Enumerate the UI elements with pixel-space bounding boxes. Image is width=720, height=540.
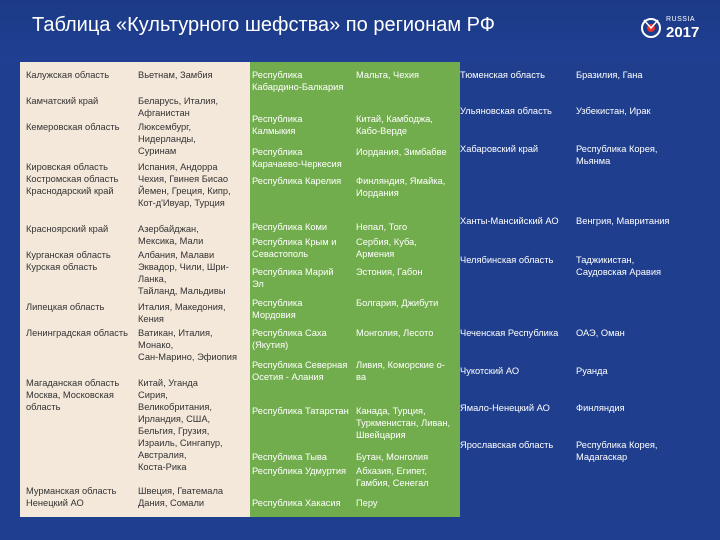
country-list: Финляндия (576, 403, 625, 413)
region-name: Ханты-Мансийский АО (460, 216, 559, 226)
region-name: Хабаровский край (460, 144, 539, 154)
region-name: Костромская область (26, 174, 119, 184)
country-list: Канада, Турция, Туркменистан, Ливан, Швейцария (356, 406, 451, 440)
russia-2017-logo (640, 14, 712, 44)
country-list: Эстония, Габон (356, 267, 423, 277)
country-list: Сирия, Великобритания, Ирландия, США, Бельгия, Грузия, Израиль, Сингапур, Австралия, Коста-Рика (138, 390, 223, 472)
country-list: Узбекистан, Ирак (576, 106, 651, 116)
country-list: Ватикан, Италия, Монако, Сан-Марино, Эфиопия (138, 328, 238, 362)
country-list: Италия, Македония, Кения (138, 302, 226, 324)
country-list: Албания, Малави (138, 250, 215, 260)
country-list: Болгария, Джибути (356, 298, 439, 308)
region-name: Ярославская область (460, 440, 554, 450)
region-name: Ненецкий АО (26, 498, 84, 508)
country-list: Республика Корея, Мадагаскар (576, 440, 658, 462)
logo-year-text: 2017 (666, 24, 700, 41)
country-list: Дания, Сомали (138, 498, 205, 508)
region-name: Чукотский АО (460, 366, 520, 376)
region-name: Курганская область (26, 250, 111, 260)
region-table (20, 62, 720, 517)
region-name: Краснодарский край (26, 186, 114, 196)
region-name: Калужская область (26, 70, 110, 80)
region-name: Республика Мордовия (252, 298, 303, 320)
country-list: Мальта, Чехия (356, 70, 420, 80)
table-column-2 (250, 62, 460, 517)
country-list: Таджикистан, Саудовская Аравия (576, 255, 662, 277)
table-column-1 (20, 62, 250, 517)
slide-title: Таблица «Культурного шефства» по регионам РФ (32, 14, 495, 36)
region-name: Республика Марий Эл (252, 267, 334, 289)
region-name: Чеченская Республика (460, 328, 559, 338)
region-name: Кировская область (26, 162, 108, 172)
country-list: Абхазия, Египет, Гамбия, Сенегал (356, 466, 429, 488)
country-list: Вьетнам, Замбия (138, 70, 213, 80)
region-name: Республика Коми (252, 222, 328, 232)
table-column-3 (460, 62, 720, 517)
region-name: Тюменская область (460, 70, 545, 80)
country-list: Китай, Камбоджа, Кабо-Верде (356, 114, 433, 136)
country-list: Республика Корея, Мьянма (576, 144, 658, 166)
region-name: Республика Кабардино-Балкария (252, 70, 344, 92)
logo-country-text: RUSSIA (666, 16, 696, 23)
country-list: Иордания, Зимбабве (356, 147, 447, 157)
logo-emblem-icon (640, 16, 662, 40)
country-list: Йемен, Греция, Кипр, Кот-д'Ивуар, Турция (138, 186, 231, 208)
region-name: Москва, Московская область (26, 390, 114, 412)
country-list: Швеция, Гватемала (138, 486, 224, 496)
country-list: Люксембург, Нидерланды, Суринам (138, 122, 196, 156)
country-list: Перу (356, 498, 378, 508)
region-name: Магаданская область (26, 378, 120, 388)
region-name: Красноярский край (26, 224, 109, 234)
slide-header (0, 0, 720, 62)
country-list: Азербайджан, Мексика, Мали (138, 224, 204, 246)
country-list: Сербия, Куба, Армения (356, 237, 417, 259)
region-name: Республика Саха (Якутия) (252, 328, 327, 350)
region-name: Челябинская область (460, 255, 554, 265)
country-list: Беларусь, Италия, Афганистан (138, 96, 219, 118)
country-list: Ливия, Коморские о- ва (356, 360, 445, 382)
region-name: Республика Северная Осетия - Алания (252, 360, 348, 382)
region-name: Республика Хакасия (252, 498, 341, 508)
region-name: Республика Татарстан (252, 406, 349, 416)
country-list: Чехия, Гвинея Бисао (138, 174, 229, 184)
country-list: Руанда (576, 366, 608, 376)
region-name: Мурманская область (26, 486, 117, 496)
region-name: Республика Удмуртия (252, 466, 347, 476)
region-name: Камчатский край (26, 96, 99, 106)
region-name: Ленинградская область (26, 328, 129, 338)
region-name: Ямало-Ненецкий АО (460, 403, 550, 413)
country-list: Бутан, Монголия (356, 452, 429, 462)
country-list: Эквадор, Чили, Шри- Ланка, Тайланд, Мальдивы (138, 262, 229, 296)
country-list: Бразилия, Гана (576, 70, 643, 80)
region-name: Республика Тыва (252, 452, 327, 462)
region-name: Республика Карачаево-Черкесия (252, 147, 342, 169)
region-name: Республика Карелия (252, 176, 342, 186)
region-name: Республика Калмыкия (252, 114, 303, 136)
region-name: Кемеровская область (26, 122, 120, 132)
country-list: Монголия, Лесото (356, 328, 434, 338)
region-name: Курская область (26, 262, 98, 272)
region-name: Республика Крым и Севастополь (252, 237, 337, 259)
country-list: Испания, Андорра (138, 162, 218, 172)
region-name: Ульяновская область (460, 106, 552, 116)
country-list: Венгрия, Мавритания (576, 216, 670, 226)
country-list: ОАЭ, Оман (576, 328, 625, 338)
country-list: Финляндия, Ямайка, Иордания (356, 176, 446, 198)
region-name: Липецкая область (26, 302, 105, 312)
country-list: Непал, Того (356, 222, 408, 232)
country-list: Китай, Уганда (138, 378, 198, 388)
